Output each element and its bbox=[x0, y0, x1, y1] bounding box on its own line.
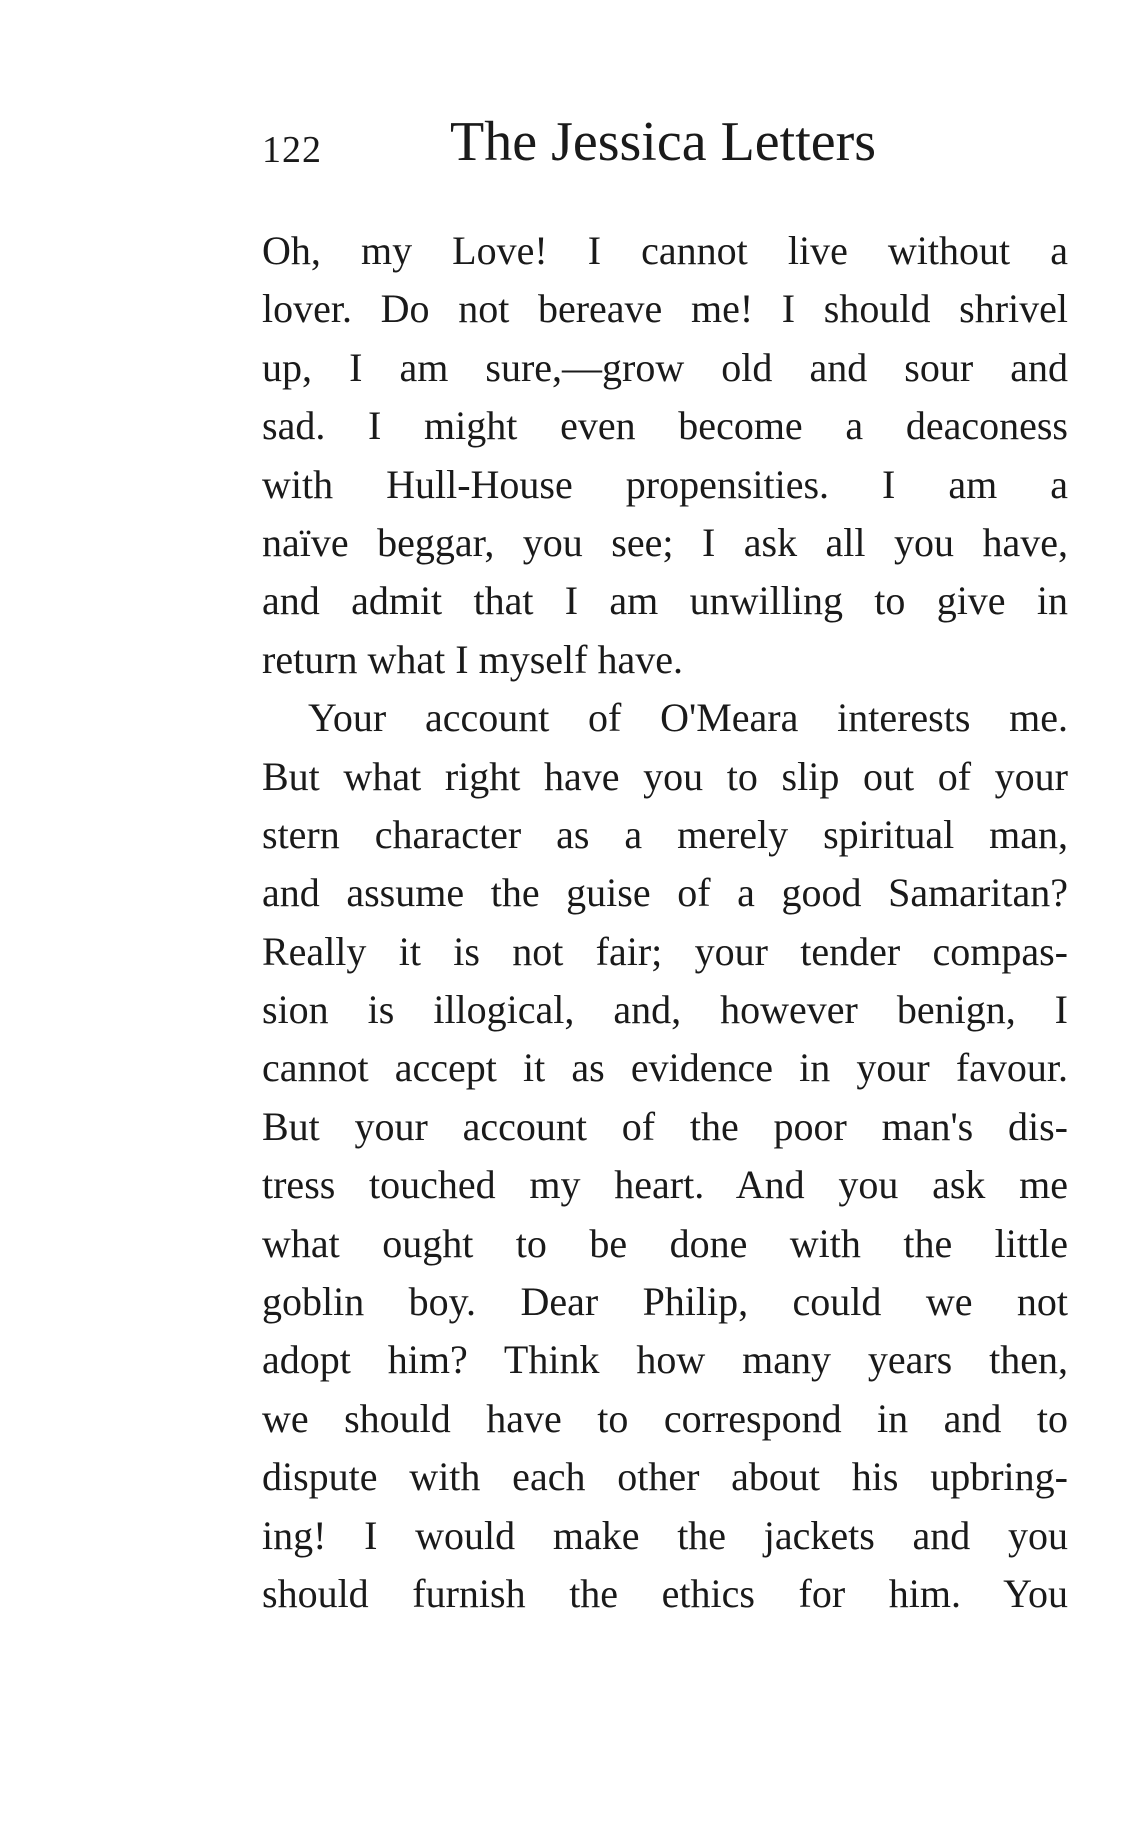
text-line: with Hull-House propensities. I am a bbox=[262, 461, 1068, 507]
text-line: what ought to be done with the little bbox=[262, 1220, 1068, 1266]
text-line: and admit that I am unwilling to give in bbox=[262, 578, 1068, 624]
text-line: cannot accept it as evidence in your favour. bbox=[262, 1045, 1068, 1091]
text-line: sad. I might even become a deaconess bbox=[262, 403, 1068, 449]
text-line: tress touched my heart. And you ask me bbox=[262, 1162, 1068, 1208]
text-line: we should have to correspond in and to bbox=[262, 1395, 1068, 1441]
body-text bbox=[262, 222, 1068, 1623]
text-line: But your account of the poor man's dis- bbox=[262, 1103, 1068, 1149]
text-line: naïve beggar, you see; I ask all you have, bbox=[262, 519, 1068, 565]
text-line: But what right have you to slip out of your bbox=[262, 753, 1068, 799]
text-line: return what I myself have. bbox=[262, 636, 683, 682]
text-line: Oh, my Love! I cannot live without a bbox=[262, 228, 1068, 273]
text-line: and assume the guise of a good Samaritan? bbox=[262, 870, 1068, 916]
text-line: adopt him? Think how many years then, bbox=[262, 1337, 1068, 1383]
text-line: goblin boy. Dear Philip, could we not bbox=[262, 1279, 1068, 1325]
text-line: ing! I would make the jackets and you bbox=[262, 1512, 1068, 1558]
text-line: Really it is not fair; your tender compas- bbox=[262, 928, 1068, 974]
text-line: should furnish the ethics for him. You bbox=[262, 1570, 1068, 1616]
text-line: sion is illogical, and, however benign, I bbox=[262, 987, 1068, 1033]
text-line: lover. Do not bereave me! I should shrivel bbox=[262, 286, 1068, 332]
text-line: stern character as a merely spiritual man, bbox=[262, 811, 1068, 857]
text-line: up, I am sure,—grow old and sour and bbox=[262, 344, 1068, 390]
page-number: 122 bbox=[262, 129, 322, 171]
text-line: Your account of O'Meara interests me. bbox=[308, 695, 1068, 741]
text-line: dispute with each other about his upbring- bbox=[262, 1454, 1068, 1500]
running-head bbox=[262, 110, 882, 190]
running-title: The Jessica Letters bbox=[450, 111, 877, 173]
